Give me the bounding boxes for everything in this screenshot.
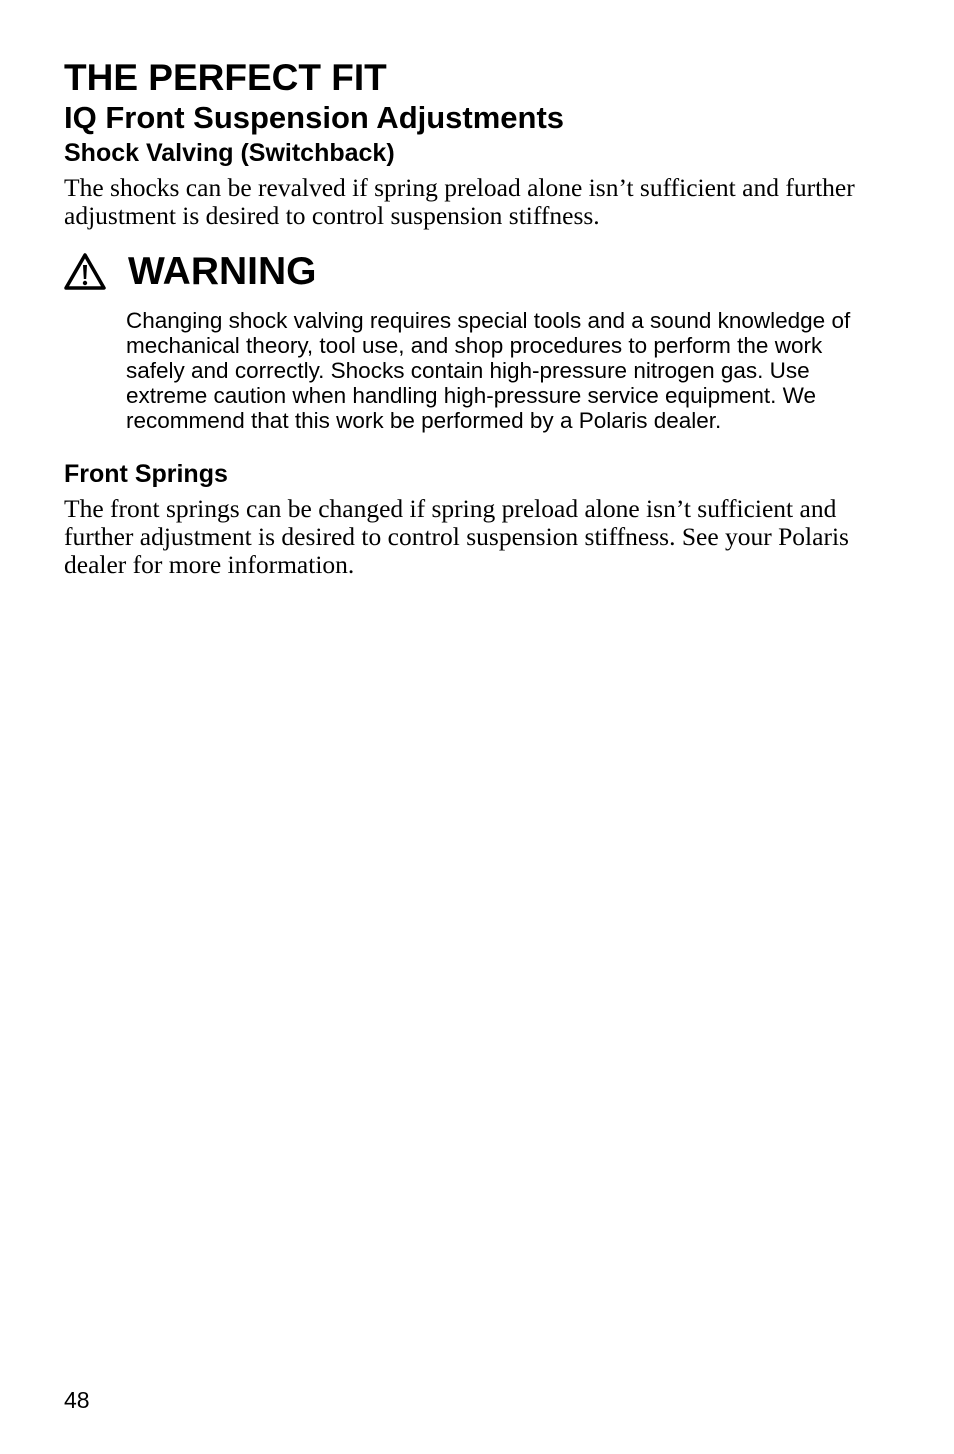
warning-triangle-icon xyxy=(64,253,106,291)
warning-title: WARNING xyxy=(128,250,317,293)
page-number: 48 xyxy=(64,1387,90,1413)
section-title: THE PERFECT FIT xyxy=(64,57,387,98)
front-springs-body: The front springs can be changed if spring preload alone isn’t sufficient and further adjustment is desired to control suspension stiffness. See your Polaris dealer for more information. xyxy=(64,494,849,579)
shock-valving-heading: Shock Valving (Switchback) xyxy=(64,139,395,167)
front-springs-heading: Front Springs xyxy=(64,460,228,488)
warning-text: Changing shock valving requires special tools and a sound knowledge of mechanical theory, tool use, and shop procedures to perform the work safely and correctly. Shocks contain high-pressure nitrogen gas. Use extreme caution when handling high-pressure service equipment. We recommend that this work be performed by a Polaris dealer. xyxy=(126,308,851,433)
subsection-title: IQ Front Suspension Adjustments xyxy=(64,100,565,135)
shock-valving-section xyxy=(64,136,864,230)
warning-box xyxy=(64,248,864,433)
front-springs-section xyxy=(64,457,864,579)
warning-header xyxy=(64,248,864,296)
shock-valving-body: The shocks can be revalved if spring preload alone isn’t sufficient and further adjustment is desired to control suspension stiffness. xyxy=(64,173,855,230)
manual-page xyxy=(64,56,864,579)
